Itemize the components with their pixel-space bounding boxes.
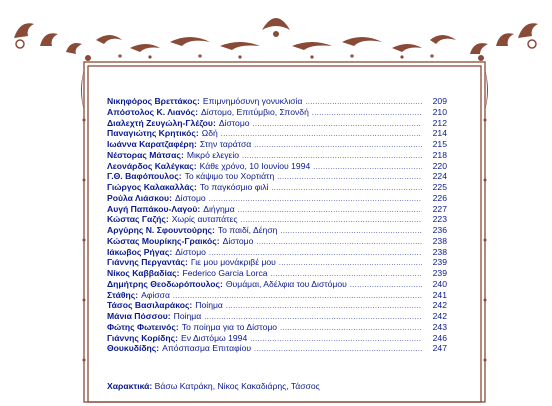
toc-author: Αυγή Παπάκου-Λαγού [107, 203, 198, 214]
toc-row [107, 171, 447, 182]
toc-work: Το κάψιμο του Χορτιάτη [184, 171, 275, 182]
toc-author: Γιάννης Κορίδης [107, 332, 176, 343]
toc-author: Θουκυδίδης [107, 343, 157, 354]
toc-work: Δίστομο [218, 117, 250, 128]
toc-page-number: 238 [432, 246, 447, 257]
toc-page-number: 238 [432, 235, 447, 246]
toc-work: Δίστομο [175, 246, 206, 257]
toc-author: Απόστολος Κ. Λιανός [107, 106, 196, 117]
toc-row [107, 268, 447, 279]
toc-leader-dots [253, 120, 422, 131]
credits-line [107, 381, 320, 391]
toc-leader-dots [277, 173, 422, 184]
toc-colon: : [189, 300, 193, 311]
toc-colon: : [176, 268, 180, 278]
toc-colon: : [195, 106, 198, 117]
toc-author: Κώστας Μουρίκης-Γραικός [107, 235, 217, 246]
toc-colon: : [185, 257, 188, 268]
toc-work: Γιε μου μονάκριβέ μου [190, 257, 276, 268]
toc-row [107, 322, 447, 333]
toc-page-number: 209 [432, 96, 447, 106]
toc-author: Παναγιώτης Κρητικός [107, 128, 196, 139]
toc-page-number: 242 [432, 300, 447, 311]
toc-work: Θυμάμαι, Αδέλφια του Διστόμου [225, 278, 347, 289]
toc-author: Νέστορας Μάτσας [107, 149, 181, 160]
toc-work: Δίστομο [174, 192, 206, 203]
toc-row [107, 204, 447, 215]
toc-work: Κάθε χρόνο, 10 Ιουνίου 1994 [199, 160, 311, 171]
toc-work: Στην ταράτσα [199, 139, 252, 149]
toc-leader-dots [209, 195, 422, 206]
toc-row [107, 139, 447, 150]
toc-row [107, 107, 447, 118]
toc-work: Δίστομο, Επιτύμβιο, Σπονδή [200, 106, 309, 117]
toc-author: Φώτης Φωτεινός [107, 321, 176, 332]
toc-author: Στάθης [107, 289, 136, 300]
toc-colon: : [175, 321, 179, 332]
toc-row [107, 96, 447, 107]
toc-author: Κώστας Γαζής [107, 214, 166, 225]
toc-colon: : [216, 235, 220, 246]
toc-page-number: 236 [432, 225, 447, 235]
toc-author: Διαλεχτή Ζευγώλη-Γλέζου [107, 117, 213, 128]
toc-page-number: 210 [432, 106, 447, 117]
toc-row [107, 279, 447, 290]
toc-row [107, 311, 447, 322]
toc-colon: : [178, 171, 182, 182]
toc-work: Ωδή [201, 128, 218, 139]
toc-page-number: 223 [432, 214, 447, 225]
toc-page-number: 226 [432, 192, 447, 203]
toc-leader-dots [256, 238, 422, 249]
toc-author: Γιάννης Περγαντάς [107, 257, 186, 268]
toc-page-number: 239 [432, 268, 447, 278]
toc-author: Γιώργος Καλακαλλάς [107, 182, 194, 192]
toc-author: Δημήτρης Θεοδωρόπουλος [107, 278, 220, 289]
toc-work: Διήγημα [203, 203, 235, 214]
toc-page-number: 220 [432, 160, 447, 171]
toc-leader-dots [280, 324, 422, 335]
toc-colon: : [193, 160, 197, 171]
toc-colon: : [193, 182, 197, 192]
toc-colon: : [197, 203, 201, 214]
toc-colon: : [194, 139, 197, 149]
toc-page-number: 241 [432, 289, 447, 300]
toc-page-number: 247 [432, 343, 447, 354]
toc-page-number: 246 [432, 332, 447, 343]
toc-work: Αφίσσα [141, 289, 170, 300]
toc-leader-dots [312, 109, 422, 120]
toc-colon: : [156, 343, 160, 354]
toc-row [107, 247, 447, 258]
toc-row [107, 193, 447, 204]
toc-author: Μάνια Πόσσου [107, 311, 168, 321]
toc-colon: : [165, 214, 169, 225]
toc-row [107, 150, 447, 161]
toc-colon: : [211, 225, 215, 235]
toc-leader-dots [254, 141, 422, 152]
toc-page-number: 212 [432, 117, 447, 128]
toc-work: Το παγκόσμιο φιλί [199, 182, 269, 192]
toc-row [107, 182, 447, 193]
toc-author: Ιάκωβος Ρήγας [107, 246, 170, 257]
toc-row [107, 236, 447, 247]
toc-page-number: 240 [432, 278, 447, 289]
toc-page-number: 225 [432, 182, 447, 192]
toc-work: Ποίημα [173, 311, 202, 321]
toc-work: Το παιδί, Δέηση [217, 225, 278, 235]
toc-work: Ποίημα [195, 300, 223, 311]
toc-leader-dots [280, 227, 422, 238]
toc-author: Τάσος Βασιλαράκος [107, 300, 190, 311]
toc-colon: : [197, 96, 200, 106]
toc-colon: : [195, 128, 199, 139]
toc-leader-dots [313, 163, 422, 174]
toc-work: Το ποίημα για το Δίστομο [181, 321, 278, 332]
toc-row [107, 214, 447, 225]
toc-page-number: 224 [432, 171, 447, 182]
toc-leader-dots [271, 184, 422, 195]
toc-colon: : [212, 117, 216, 128]
toc-author: Λεονάρδος Καλέγκας [107, 160, 194, 171]
toc-work: Εν Διστόμω 1994 [181, 332, 248, 343]
toc-colon: : [175, 332, 178, 343]
credits-label: Χαρακτικά: [107, 381, 153, 391]
toc-page-number: 243 [432, 321, 447, 332]
toc-work: Επιμνημόσυνη γονυκλισία [202, 96, 303, 106]
toc-leader-dots [226, 302, 422, 313]
toc-page-number: 215 [432, 139, 447, 149]
toc-page-number: 227 [432, 203, 447, 214]
toc-leader-dots [350, 281, 422, 292]
toc-author: Νικηφόρος Βρεττάκος [107, 96, 197, 106]
toc-work: Μικρό ελεγείο [186, 149, 240, 160]
toc-leader-dots [238, 206, 422, 217]
toc-leader-dots [254, 345, 422, 356]
toc-leader-dots [279, 259, 422, 270]
toc-colon: : [169, 192, 172, 203]
toc-row [107, 333, 447, 344]
toc-colon: : [169, 246, 173, 257]
toc-page-number: 218 [432, 149, 447, 160]
toc-colon: : [167, 311, 171, 321]
toc-page-number: 239 [432, 257, 447, 268]
toc-colon: : [135, 289, 139, 300]
toc-author: Ρούλα Λιάσκου [107, 192, 170, 203]
toc-row [107, 225, 447, 236]
toc-work: Federico Garcia Lorca [182, 268, 268, 278]
toc-work: Δίστομο [222, 235, 254, 246]
toc-author: Γ.Θ. Βαφόπουλος [107, 171, 179, 182]
credits-names: Βάσω Κατράκη, Νίκος Κακαδιάρης, Τάσσος [154, 381, 320, 391]
toc-row [107, 118, 447, 129]
toc-row [107, 128, 447, 139]
toc-row [107, 343, 447, 354]
table-of-contents [107, 96, 447, 354]
toc-page-number: 242 [432, 311, 447, 321]
toc-work: Απόσπασμα Επιταφίου [162, 343, 252, 354]
toc-row [107, 161, 447, 172]
toc-leader-dots [250, 335, 422, 346]
toc-work: Χωρίς αυταπάτες [171, 214, 238, 225]
toc-author: Αργύρης Ν. Σφουντούρης [107, 225, 212, 235]
toc-colon: : [220, 278, 223, 289]
toc-leader-dots [305, 98, 422, 109]
toc-row [107, 290, 447, 301]
toc-author: Νίκος Καββαδίας [107, 268, 177, 278]
toc-author: Ιωάννα Καρατζαφέρη [107, 139, 194, 149]
toc-row [107, 300, 447, 311]
toc-page-number: 214 [432, 128, 447, 139]
toc-colon: : [180, 149, 184, 160]
